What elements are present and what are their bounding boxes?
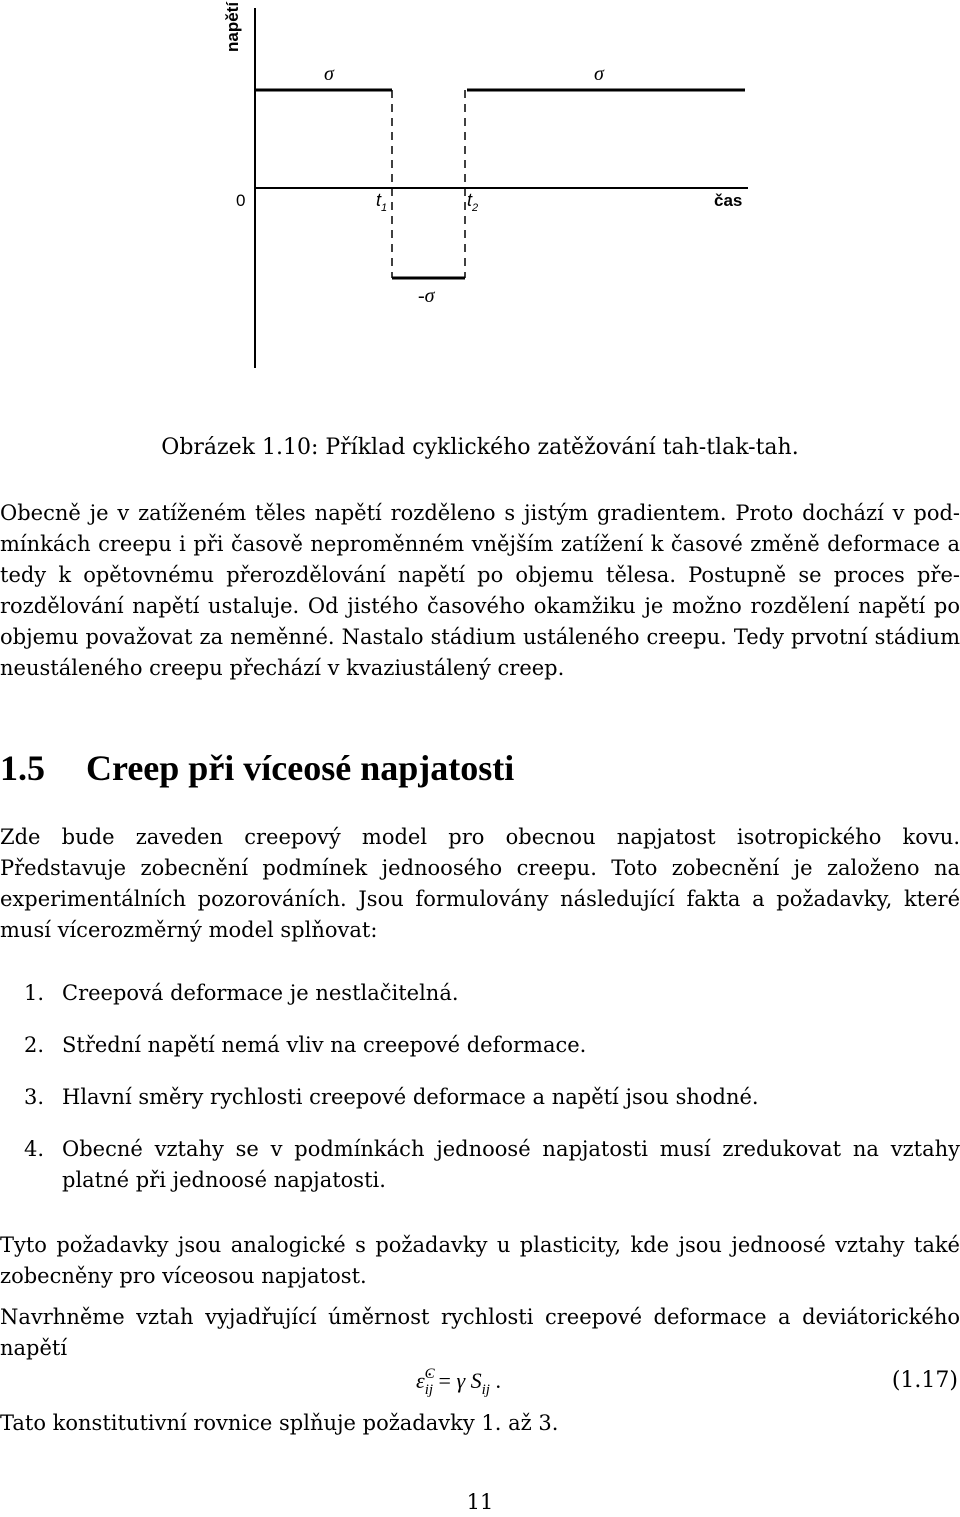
paragraph-3-line: Tyto požadavky jsou analogické s požadavky u plasticity, kde jsou jednoosé vztahy také: [0, 1233, 960, 1257]
list-item-text: platné při jednoosé napjatosti.: [62, 1168, 386, 1192]
list-marker: 4.: [24, 1137, 45, 1161]
list-item-text: Střední napětí nemá vliv na creepové deformace.: [62, 1033, 587, 1057]
paragraph-1-line: mínkách creepu i při časově neproměnném vnějším zatížení k časové změně deformace: [0, 532, 941, 556]
section-heading: [0, 742, 960, 794]
paragraph-2: [0, 822, 960, 946]
paragraph-1-line: Obecně je v zatíženém těles napětí rozděleno s jistým gradientem. Proto dochází v pod-: [0, 501, 960, 525]
paragraph-1-line: neustáleného creepu přechází v kvaziustálený creep.: [0, 656, 565, 680]
paragraph-1-line: objemu považovat za neměnné. Nastalo stádium ustáleného creepu. Tedy prvotní stádium: [0, 625, 960, 649]
t2-label-base: t: [467, 190, 473, 210]
list-item-text: Obecné vztahy se v podmínkách jednoosé napjatosti musí zredukovat na vztahy: [62, 1137, 960, 1161]
strain-rate-subscript: ij: [424, 1382, 434, 1398]
list-marker: 3.: [24, 1085, 45, 1109]
list-item-text: Hlavní směry rychlosti creepové deformace a napětí jsou shodné.: [62, 1085, 759, 1109]
list-item-text: Creepová deformace je nestlačitelná.: [62, 981, 459, 1005]
section-title-text: Creep při víceosé napjatosti: [86, 748, 515, 788]
paragraph-2-line: model splňovat:: [208, 918, 378, 942]
paragraph-3: [0, 1230, 960, 1292]
paragraph-3-line: zobecněny pro víceosou napjatost.: [0, 1264, 367, 1288]
t1-label-sub: 1: [381, 202, 388, 214]
sigma-label-1: σ: [324, 63, 334, 85]
paragraph-4: [0, 1302, 960, 1364]
section-number: 1.5: [0, 748, 45, 788]
paragraph-1: [0, 498, 960, 684]
strain-rate-superscript: C: [424, 1366, 435, 1382]
t2-label-sub: 2: [472, 202, 479, 214]
equation-body: [416, 1366, 501, 1399]
gamma-symbol: γ: [456, 1368, 466, 1393]
paragraph-1-line: rozdělování napětí ustaluje. Od jistého časového okamžiku je možno rozdělení napětí po: [0, 594, 960, 618]
list-item: [0, 1082, 960, 1113]
paragraph-2-line: pozorováních. Jsou formulovány následující fakta a požadavky, které musí vícerozměrný: [0, 887, 960, 942]
neg-sigma-label: -σ: [418, 285, 435, 307]
equation-number: (1.17): [891, 1368, 958, 1393]
list-marker: 2.: [24, 1033, 45, 1057]
deviator-symbol: S: [470, 1368, 482, 1393]
paragraph-1-line: a tedy k opětovnému přerozdělování napětí po objemu tělesa. Postupně se proces pře-: [0, 532, 960, 587]
y-axis-label: napětí: [223, 1, 242, 52]
equation-period: .: [495, 1368, 501, 1393]
figure-caption: Obrázek 1.10: Příklad cyklického zatěžování tah-tlak-tah.: [161, 435, 799, 460]
x-axis-label: čas: [714, 191, 743, 210]
paragraph-4-line: napětí: [0, 1336, 68, 1360]
stress-time-diagram: [0, 0, 960, 420]
t2-label: [467, 190, 478, 214]
paragraph-5: Tato konstitutivní rovnice splňuje požadavky 1. až 3.: [0, 1411, 559, 1435]
t1-label-base: t: [376, 190, 382, 210]
list-item: [0, 1030, 960, 1061]
list-marker: 1.: [24, 981, 45, 1005]
origin-label: 0: [236, 191, 246, 210]
sigma-label-2: σ: [594, 63, 604, 85]
equals-sign: =: [438, 1368, 451, 1393]
deviator-subscript: ij: [481, 1382, 490, 1398]
equation-1-17: [0, 1362, 960, 1402]
requirements-list: [0, 978, 960, 1196]
paragraph-4-line: Navrhněme vztah vyjadřující úměrnost rychlosti creepové deformace a deviátorického: [0, 1305, 960, 1329]
paragraph-2-line: zobecnění podmínek jednoosého creepu. Toto zobecnění je založeno na experimentálních: [0, 856, 960, 911]
t1-label: [376, 190, 387, 214]
strain-rate-symbol: ε̇: [416, 1368, 425, 1393]
page-number: 11: [466, 1490, 494, 1514]
paragraph-2-line: Zde bude zaveden creepový model pro obecnou napjatost isotropického kovu. Představuje: [0, 825, 960, 880]
list-item: [0, 1134, 960, 1196]
list-item: [0, 978, 960, 1009]
